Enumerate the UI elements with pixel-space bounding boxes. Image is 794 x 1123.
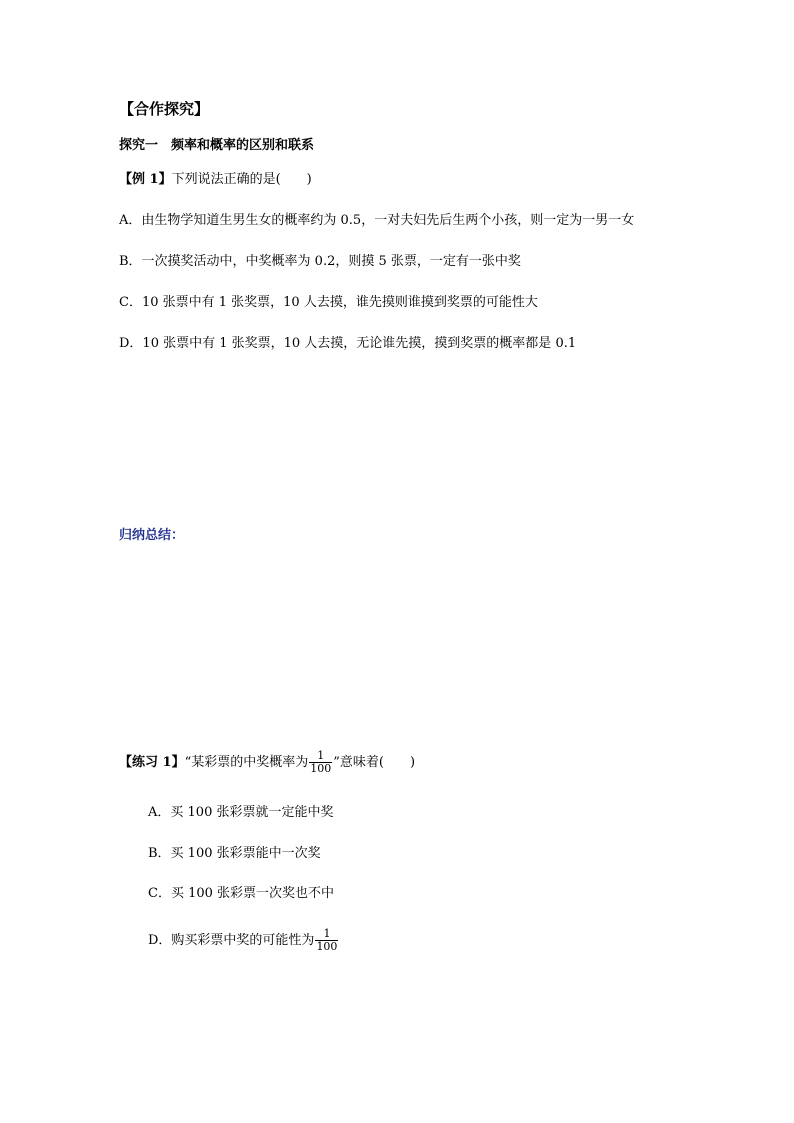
example-1-close: )	[306, 172, 312, 187]
example-1-stem: 下列说法正确的是(	[171, 172, 281, 187]
fraction-denominator: 100	[310, 762, 332, 775]
summary-label: 归纳总结：	[119, 528, 185, 543]
practice-1-stem-after: ”意味着(	[333, 755, 384, 770]
example-1-option-b: B．一次摸奖活动中，中奖概率为 0.2，则摸 5 张票，一定有一张中奖	[119, 254, 521, 269]
practice-1-option-d	[148, 928, 339, 953]
practice-1-option-a: A．买 100 张彩票就一定能中奖	[148, 805, 334, 820]
example-1-option-c: C．10 张票中有 1 张奖票，10 人去摸，谁先摸则谁摸到奖票的可能性大	[119, 295, 538, 310]
fraction-numerator: 1	[323, 927, 331, 940]
practice-1-option-c: C．买 100 张彩票一次奖也不中	[148, 886, 335, 901]
fraction-denominator: 100	[316, 940, 338, 953]
option-d-text: D．购买彩票中奖的可能性为	[148, 933, 315, 948]
example-1-question	[119, 171, 312, 189]
option-d-fraction	[315, 928, 338, 953]
example-1-option-a: A．由生物学知道生男生女的概率约为 0.5，一对夫妇先后生两个小孩，则一定为一男一女	[119, 213, 635, 228]
example-1-tag: 【例 1】	[119, 172, 172, 187]
practice-1-close: )	[409, 755, 416, 770]
practice-1-stem-before: “某彩票的中奖概率为	[184, 755, 309, 770]
practice-1-question	[119, 750, 415, 775]
section-title: 【合作探究】	[119, 100, 210, 118]
example-1-option-d: D．10 张票中有 1 张奖票，10 人去摸，无论谁先摸，摸到奖票的概率都是 0.1	[119, 336, 577, 351]
practice-1-tag: 【练习 1】	[119, 755, 185, 770]
explore-heading: 探究一 频率和概率的区别和联系	[119, 138, 315, 153]
fraction-numerator: 1	[317, 749, 325, 762]
practice-1-option-b: B．买 100 张彩票能中一次奖	[148, 846, 321, 861]
practice-1-fraction	[309, 750, 332, 775]
